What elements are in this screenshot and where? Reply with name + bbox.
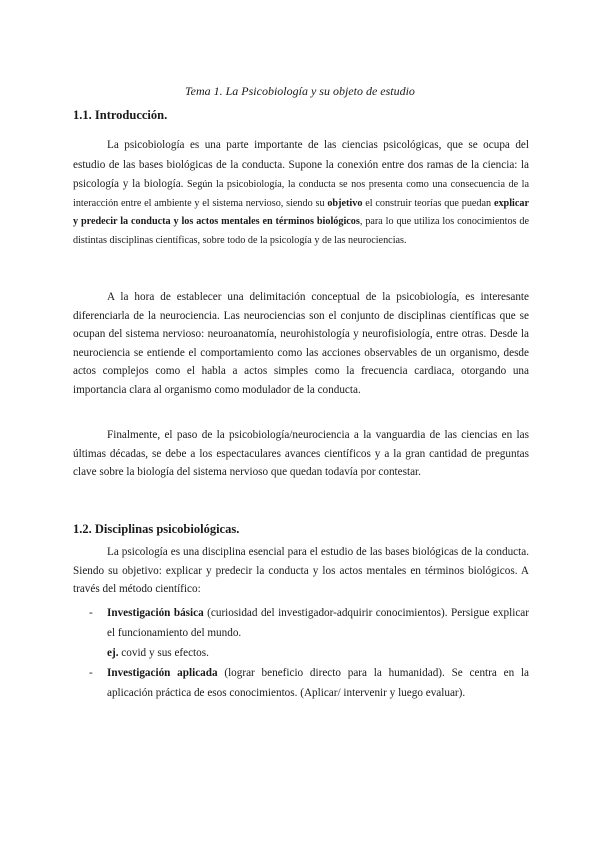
paragraph-intro-2 xyxy=(73,288,529,400)
section-heading-introduccion: 1.1. Introducción. xyxy=(73,108,168,122)
list-item-bold: Investigación aplicada xyxy=(107,667,218,679)
paragraph-disciplinas-1 xyxy=(73,543,529,599)
example-line xyxy=(73,643,529,663)
paragraph-intro-1 xyxy=(73,136,529,251)
paragraph-disciplinas-1-text: La psicología es una disciplina esencial para el estudio de las bases biológicas de la conducta. Siendo su objetivo: explicar y predecir la conducta y los actos mentales en términos biológicos. A través del método científico: xyxy=(73,546,529,596)
paragraph-intro-3 xyxy=(73,426,529,482)
list-item-investigacion-basica xyxy=(73,603,529,643)
paragraph-intro-1-part-c: el construir teorías que puedan xyxy=(365,197,492,209)
section-heading-disciplinas: 1.2. Disciplinas psicobiológicas. xyxy=(73,522,240,536)
bold-explicar-predecir: explicar y predecir la conducta y los actos mentales en términos biológicos xyxy=(73,197,530,228)
list-item-text: (curiosidad del investigador-adquirir conocimientos). Persigue explicar el funcionamiento del mundo. xyxy=(107,607,529,639)
paragraph-intro-1-part-a: La psicobiología es una parte importante de las ciencias psicológicas, que se ocupa del estudio de las bases biológicas de la conducta. Supone la conexión entre dos ramas de la ciencia: la psicología y la biología. xyxy=(73,139,529,191)
list-item-text: (lograr beneficio directo para la humanidad). Se centra en la aplicación práctica de esos conocimientos. (Aplicar/ intervenir y luego evaluar). xyxy=(107,667,529,699)
list-dash: - xyxy=(89,667,93,679)
method-list xyxy=(73,603,529,703)
paragraph-intro-2-text: A la hora de establecer una delimitación conceptual de la psicobiología, es interesante diferenciarla de la neurociencia. Las neurociencias son el conjunto de disciplinas científicas que se ocupan del sistema nervioso: neuroanatomía, neurohistología y neurofisiología, entre otras. Desde la neurociencia se entiende el comportamiento como las acciones observables de un organismo, desde actos complejos como el habla a actos simples como la frecuencia cardiaca, otorgando una importancia clara al organismo como modulador de la conducta. xyxy=(73,291,529,396)
bold-objetivo: objetivo xyxy=(327,197,363,209)
list-item-bold: Investigación básica xyxy=(107,607,204,619)
list-dash: - xyxy=(89,607,93,619)
paragraph-intro-1-part-b: Según la psicobiología, la conducta se nos presenta como una consecuencia de la interacción entre el ambiente y el sistema nervioso, siendo su xyxy=(73,179,529,209)
paragraph-intro-1-part-d: , para lo que utiliza los conocimientos de distintas disciplinas científicas, sobre todo de la psicología y de las neurociencias. xyxy=(73,216,529,246)
example-text: covid y sus efectos. xyxy=(118,647,209,659)
example-label: ej. xyxy=(107,647,119,659)
paragraph-intro-3-text: Finalmente, el paso de la psicobiología/neurociencia a la vanguardia de las ciencias en las últimas décadas, se debe a los espectaculares avances científicos y a la gran cantidad de preguntas clave sobre la biología del sistema nervioso que quedan todavía por contestar. xyxy=(73,429,529,479)
document-title: Tema 1. La Psicobiología y su objeto de estudio xyxy=(185,84,415,98)
list-item-investigacion-aplicada xyxy=(73,663,529,703)
